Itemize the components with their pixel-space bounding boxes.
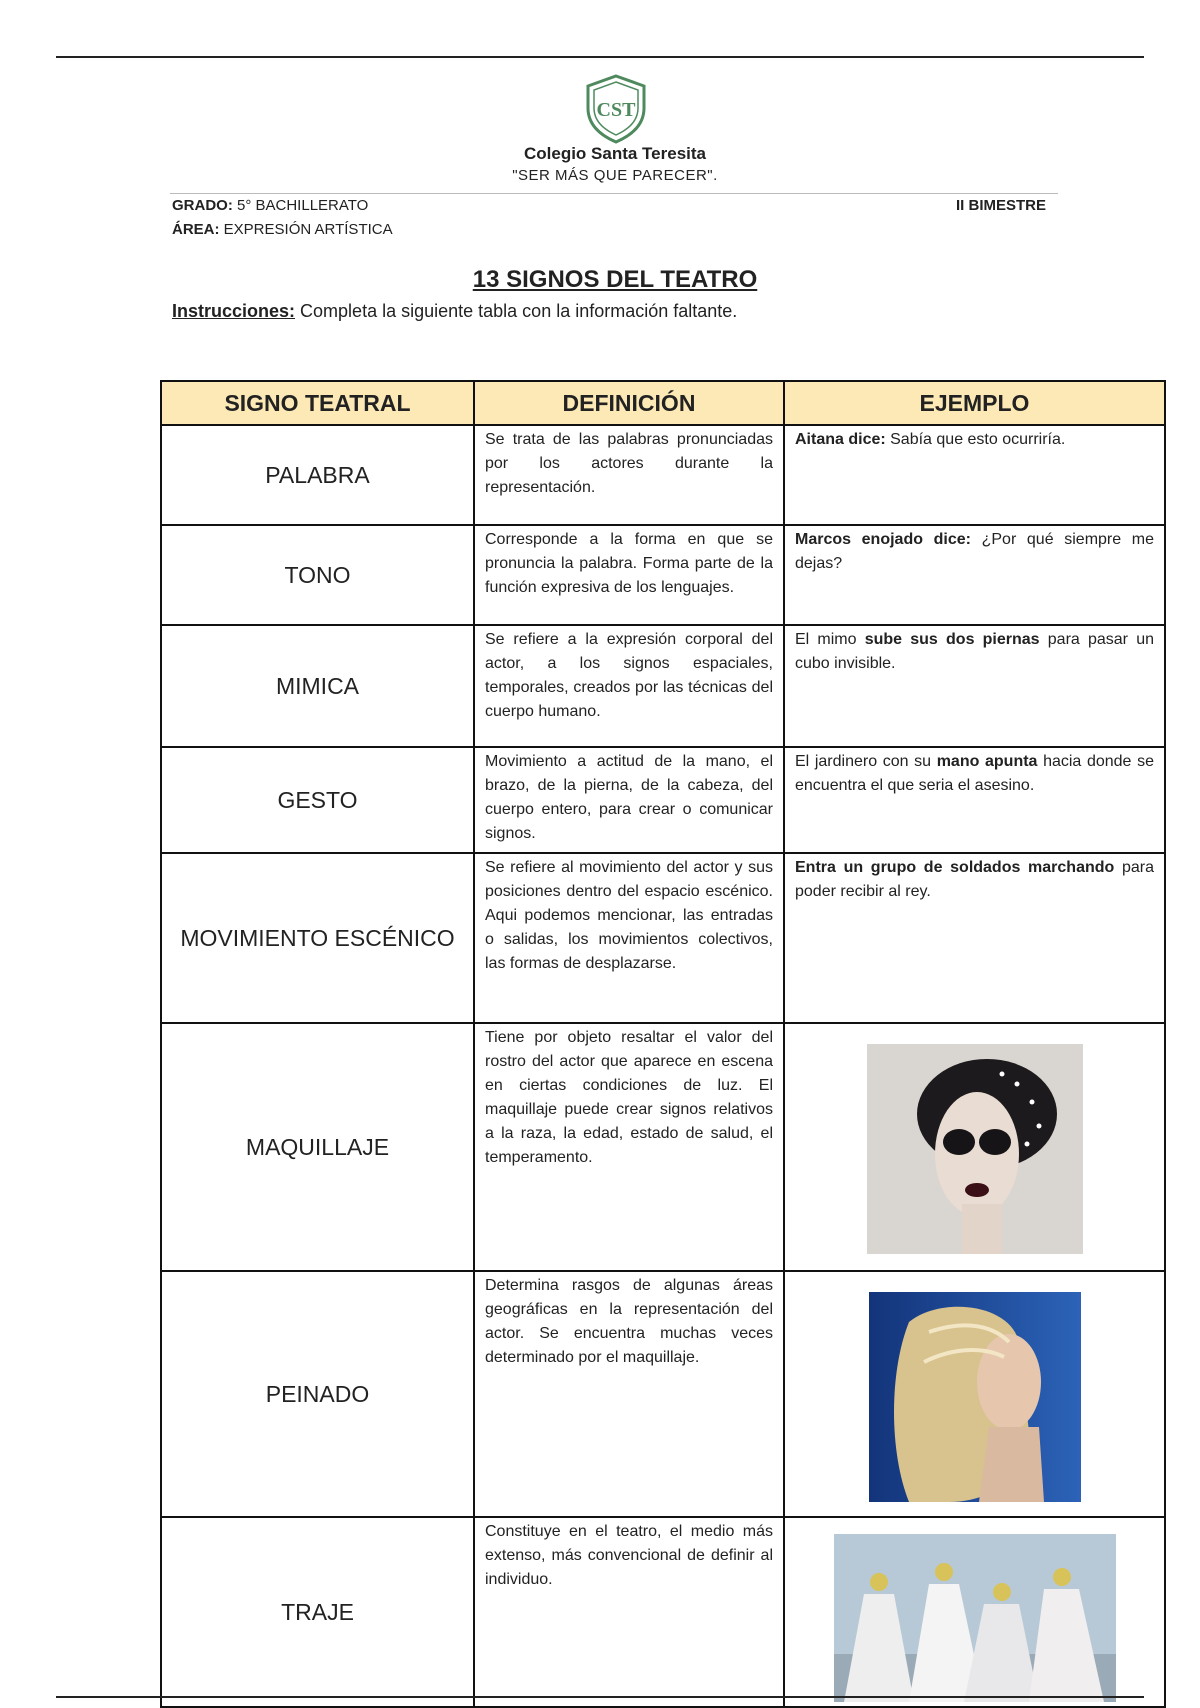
area-line bbox=[172, 221, 393, 238]
makeup-photo bbox=[867, 1044, 1083, 1254]
header-example: EJEMPLO bbox=[784, 381, 1165, 425]
school-motto: "SER MÁS QUE PARECER". bbox=[512, 167, 718, 184]
instructions bbox=[172, 301, 737, 322]
sign-cell: PALABRA bbox=[161, 425, 474, 525]
table-row bbox=[161, 1023, 1165, 1271]
example-cell bbox=[784, 1517, 1165, 1707]
signs-table bbox=[160, 380, 1166, 1708]
definition-cell: Se refiere a la expresión corporal del actor, a los signos espaciales, temporales, creados por las técnicas del cuerpo humano. bbox=[474, 625, 784, 747]
school-logo bbox=[580, 72, 652, 144]
area-value: EXPRESIÓN ARTÍSTICA bbox=[223, 221, 393, 238]
definition-cell: Movimiento a actitud de la mano, el brazo, de la pierna, de la cabeza, del cuerpo entero, para crear o comunicar signos. bbox=[474, 747, 784, 853]
definition-cell: Se refiere al movimiento del actor y sus posiciones dentro del espacio escénico. Aqui podemos mencionar, las entradas o salidas, los movimientos colectivos, las formas de desplazarse. bbox=[474, 853, 784, 1023]
table-row bbox=[161, 1271, 1165, 1517]
example-text: para poder recibir al rey. bbox=[795, 859, 1155, 900]
table-row bbox=[161, 747, 1165, 853]
sign-cell: TRAJE bbox=[161, 1517, 474, 1707]
area-label: ÁREA: bbox=[172, 221, 220, 238]
example-bold: Entra un grupo de soldados marchando bbox=[795, 859, 1115, 876]
example-cell bbox=[784, 853, 1165, 1023]
example-bold: Aitana dice: bbox=[795, 431, 886, 448]
table-row bbox=[161, 853, 1165, 1023]
page-title: 13 SIGNOS DEL TEATRO bbox=[472, 266, 758, 293]
table-row bbox=[161, 1517, 1165, 1707]
example-pre: El jardinero con su bbox=[795, 753, 937, 770]
sign-cell: MIMICA bbox=[161, 625, 474, 747]
sign-cell: MAQUILLAJE bbox=[161, 1023, 474, 1271]
bimestre-label: II BIMESTRE bbox=[956, 197, 1047, 214]
header-rule bbox=[170, 193, 1058, 194]
school-name: Colegio Santa Teresita bbox=[523, 144, 706, 163]
table-row bbox=[161, 425, 1165, 525]
header-definition: DEFINICIÓN bbox=[474, 381, 784, 425]
example-text: ¿Por qué siempre me dejas? bbox=[795, 531, 1154, 572]
example-cell bbox=[784, 625, 1165, 747]
instructions-text: Completa la siguiente tabla con la información faltante. bbox=[300, 301, 738, 321]
example-cell bbox=[784, 525, 1165, 625]
definition-cell: Determina rasgos de algunas áreas geográficas en la representación del actor. Se encuentra muchas veces determinado por el maquillaje. bbox=[474, 1271, 784, 1517]
sign-cell: GESTO bbox=[161, 747, 474, 853]
definition-cell: Se trata de las palabras pronunciadas por los actores durante la representación. bbox=[474, 425, 784, 525]
sign-cell: PEINADO bbox=[161, 1271, 474, 1517]
example-bold: sube sus dos piernas bbox=[864, 631, 1040, 648]
example-text: Sabía que esto ocurriría. bbox=[885, 431, 1066, 448]
top-rule bbox=[56, 56, 1144, 58]
table-row bbox=[161, 625, 1165, 747]
instructions-label: Instrucciones: bbox=[172, 301, 296, 321]
example-cell bbox=[784, 425, 1165, 525]
example-text: para pasar un cubo invisible. bbox=[795, 631, 1154, 672]
table-header-row bbox=[161, 381, 1165, 425]
grado-label: GRADO: bbox=[172, 197, 233, 214]
grado-value: 5° BACHILLERATO bbox=[237, 197, 369, 214]
table-row bbox=[161, 525, 1165, 625]
hairstyle-photo bbox=[869, 1292, 1081, 1502]
costume-photo bbox=[834, 1534, 1116, 1702]
example-text: hacia donde se encuentra el que seria el asesino. bbox=[795, 753, 1154, 794]
sign-cell: MOVIMIENTO ESCÉNICO bbox=[161, 853, 474, 1023]
definition-cell: Constituye en el teatro, el medio más extenso, más convencional de definir al individuo. bbox=[474, 1517, 784, 1707]
example-bold: mano apunta bbox=[936, 753, 1038, 770]
example-bold: Marcos enojado dice: bbox=[795, 531, 971, 548]
example-cell bbox=[784, 747, 1165, 853]
grado-line bbox=[172, 197, 368, 214]
example-cell bbox=[784, 1271, 1165, 1517]
definition-cell: Corresponde a la forma en que se pronuncia la palabra. Forma parte de la función expresiva de los lenguajes. bbox=[474, 525, 784, 625]
example-pre: El mimo bbox=[795, 631, 865, 648]
logo-letters: CST bbox=[596, 99, 636, 121]
example-cell bbox=[784, 1023, 1165, 1271]
bottom-rule bbox=[56, 1696, 1144, 1698]
sign-cell: TONO bbox=[161, 525, 474, 625]
header-sign: SIGNO TEATRAL bbox=[161, 381, 474, 425]
definition-cell: Tiene por objeto resaltar el valor del rostro del actor que aparece en escena en ciertas condiciones de luz. El maquillaje puede crear signos relativos a la raza, la edad, estado de salud, el temperamento. bbox=[474, 1023, 784, 1271]
